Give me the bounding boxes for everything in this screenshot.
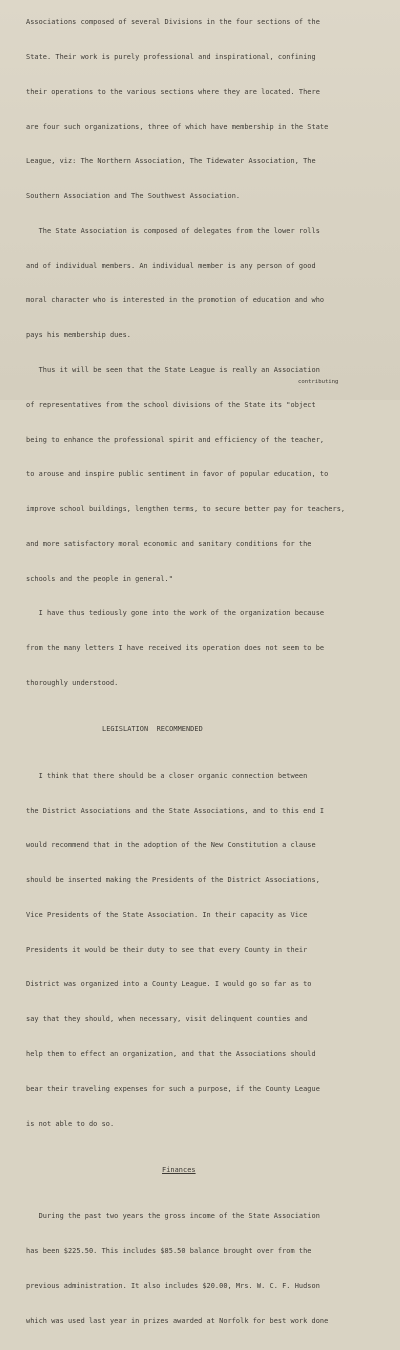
text-line: schools and the people in general." <box>26 574 173 583</box>
text-line: their operations to the various sections where they are located. There <box>26 87 320 96</box>
text-line: help them to effect an organization, and that the Associations should <box>26 1050 316 1059</box>
text-line: being to enhance the professional spirit and efficiency of the teacher, <box>26 435 325 444</box>
text-line: and of individual members. An individual member is any person of good <box>26 261 316 270</box>
text-line: I have thus tediously gone into the work of the organization because <box>26 609 325 618</box>
text-line: the District Associations and the State Associations, and to this end I <box>26 806 325 815</box>
text-line: which was used last year in prizes awarded at Norfolk for best work done <box>26 1316 329 1325</box>
text-line: Vice Presidents of the State Association. In their capacity as Vice <box>26 910 308 919</box>
text-line: Southern Association and The Southwest Association. <box>26 192 241 201</box>
text-line: District was organized into a County League. I would go so far as to <box>26 980 312 989</box>
text-line: to arouse and inspire public sentiment in favor of popular education, to <box>26 470 329 479</box>
text-line: of representatives from the school divisions of the State its "object <box>26 400 316 409</box>
text-line: League, viz: The Northern Association, The Tidewater Association, The <box>26 157 316 166</box>
text-line: Presidents it would be their duty to see that every County in their <box>26 945 308 954</box>
legislation-heading: LEGISLATION RECOMMENDED <box>102 725 203 734</box>
text-line: Thus it will be seen that the State League is really an Association <box>26 366 320 374</box>
text-line: The State Association is composed of delegates from the lower rolls <box>26 226 320 235</box>
text-line: and more satisfactory moral economic and sanitary conditions for the <box>26 539 312 548</box>
text-line: moral character who is interested in the promotion of education and who <box>26 296 325 305</box>
finances-heading: Finances <box>162 1165 196 1174</box>
text-line: say that they should, when necessary, visit delinquent counties and <box>26 1015 308 1024</box>
text-line: is not able to do so. <box>26 1119 115 1128</box>
text-line: I think that there should be a closer organic connection between <box>26 771 308 780</box>
text-line: Associations composed of several Divisions in the four sections of the <box>26 18 320 27</box>
text-line: should be inserted making the Presidents of the District Associations, <box>26 876 320 885</box>
text-line: would recommend that in the adoption of the New Constitution a clause <box>26 841 316 850</box>
text-line: are four such organizations, three of which have membership in the State <box>26 122 329 131</box>
text-line: State. Their work is purely professional and inspirational, confining <box>26 52 316 61</box>
text-line: previous administration. It also includes $20.00, Mrs. W. C. F. Hudson <box>26 1281 320 1290</box>
text-line: bear their traveling expenses for such a purpose, if the County League <box>26 1084 320 1093</box>
text-line: has been $225.50. This includes $85.50 balance brought over from the <box>26 1247 312 1256</box>
interlinear-correction: contributing <box>298 379 339 385</box>
text-line: thoroughly understood. <box>26 679 119 688</box>
text-line: from the many letters I have received its operation does not seem to be <box>26 644 325 653</box>
document-body <box>26 0 400 1350</box>
text-line: pays his membership dues. <box>26 331 131 340</box>
text-line: During the past two years the gross income of the State Association <box>26 1212 320 1221</box>
text-line: improve school buildings, lengthen terms, to secure better pay for teachers, <box>26 505 346 514</box>
